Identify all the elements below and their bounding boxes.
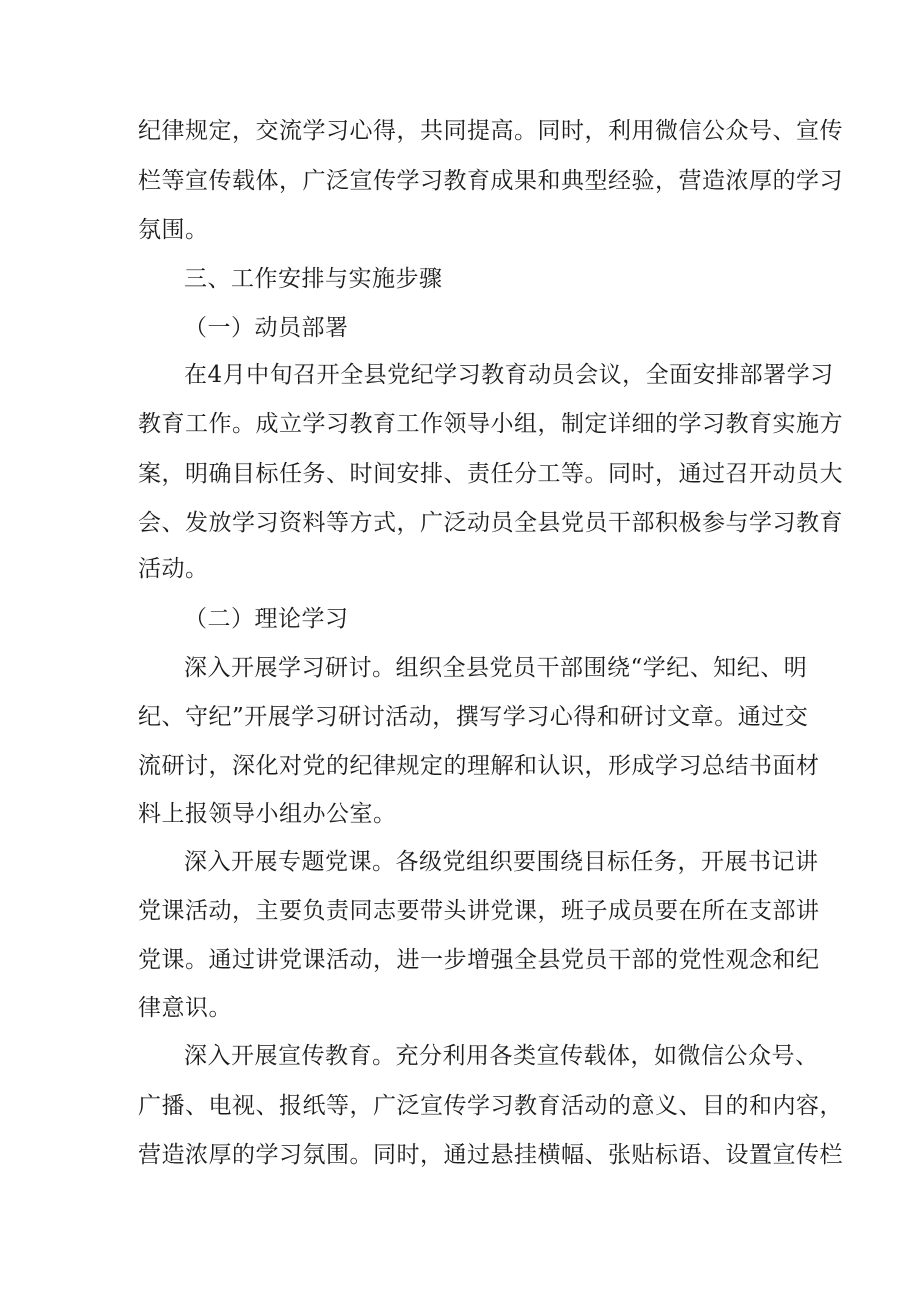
- paragraph-line: 纪、守纪”开展学习研讨活动，撰写学习心得和研讨文章。通过交: [138, 704, 809, 730]
- paragraph-line: 流研讨，深化对党的纪律规定的理解和认识，形成学习总结书面材: [138, 753, 820, 779]
- paragraph-line: 会、发放学习资料等方式，广泛动员全县党员干部积极参与学习教育: [138, 510, 843, 536]
- paragraph-line: 活动。: [138, 556, 209, 582]
- paragraph-line: 深入开展学习研讨。组织全县党员干部围绕“学纪、知纪、明: [184, 655, 808, 681]
- paragraph-line: 纪律规定，交流学习心得，共同提高。同时，利用微信公众号、宣传: [138, 118, 843, 144]
- paragraph-line: 教育工作。成立学习教育工作领导小组，制定详细的学习教育实施方: [138, 411, 843, 437]
- paragraph-line: 深入开展宣传教育。充分利用各类宣传载体，如微信公众号、: [184, 1043, 819, 1069]
- paragraph-line: 氛围。: [138, 217, 209, 243]
- paragraph-line: 栏等宣传载体，广泛宣传学习教育成果和典型经验，营造浓厚的学习: [138, 168, 843, 194]
- paragraph-line: 深入开展专题党课。各级党组织要围绕目标任务，开展书记讲: [184, 849, 819, 875]
- paragraph-line: 营造浓厚的学习氛围。同时，通过悬挂横幅、张贴标语、设置宣传栏: [138, 1142, 843, 1168]
- subsection-heading: （一）动员部署: [184, 315, 349, 341]
- paragraph-line: 在4月中旬召开全县党纪学习教育动员会议，全面安排部署学习: [184, 362, 834, 388]
- paragraph-line: 案，明确目标任务、时间安排、责任分工等。同时，通过召开动员大: [138, 461, 843, 487]
- paragraph-line: 党课。通过讲党课活动，进一步增强全县党员干部的党性观念和纪: [138, 947, 820, 973]
- section-heading: 三、工作安排与实施步骤: [184, 266, 443, 292]
- paragraph-line: 广播、电视、报纸等，广泛宣传学习教育活动的意义、目的和内容，: [138, 1093, 843, 1119]
- paragraph-line: 党课活动，主要负责同志要带头讲党课，班子成员要在所在支部讲: [138, 898, 820, 924]
- paragraph-line: 律意识。: [138, 995, 232, 1021]
- subsection-heading: （二）理论学习: [184, 606, 349, 632]
- paragraph-line: 料上报领导小组办公室。: [138, 801, 397, 827]
